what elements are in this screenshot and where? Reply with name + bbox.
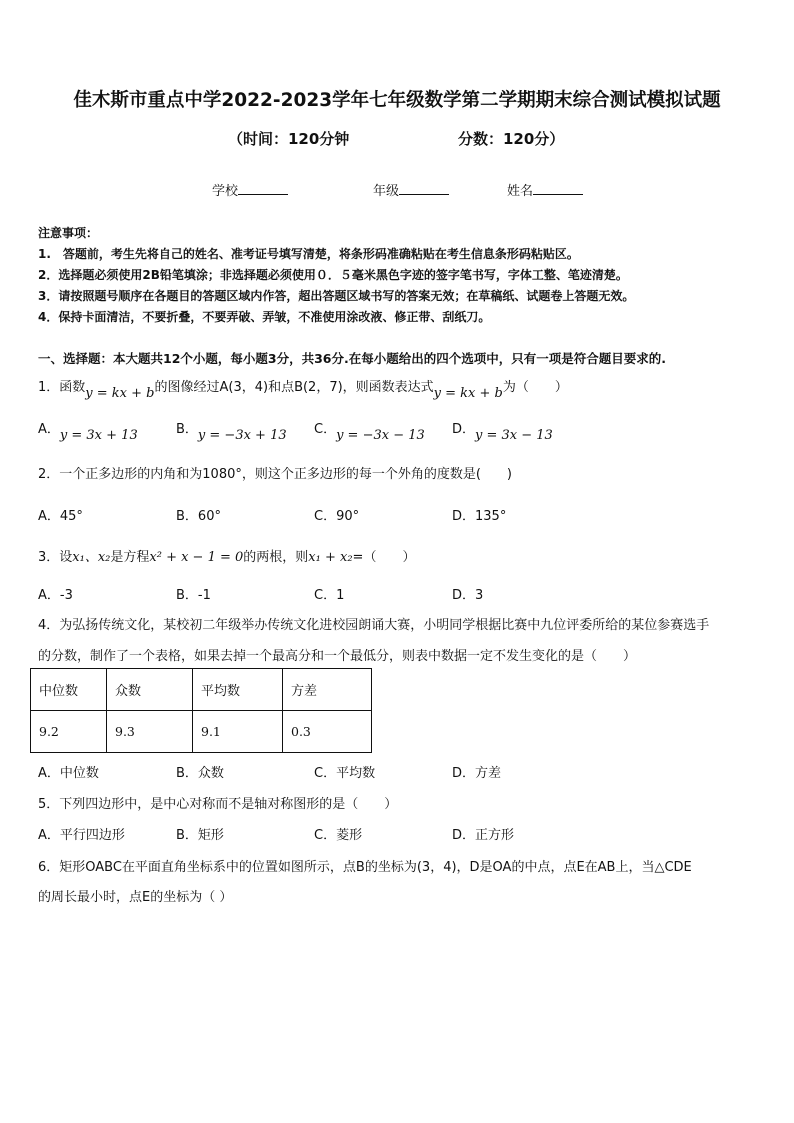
q2-option-c[interactable]: C．90° xyxy=(314,509,360,524)
q4-option-b[interactable]: B．众数 xyxy=(176,766,224,781)
q3-text-2: 的两根，则 xyxy=(243,550,309,565)
school-blank[interactable] xyxy=(238,182,288,195)
option-expr: y = −3x + 13 xyxy=(197,428,287,443)
q1-option-d[interactable] xyxy=(452,418,553,443)
option-expr: y = 3x − 13 xyxy=(475,428,553,443)
table-header-cell: 平均数 xyxy=(193,669,283,711)
q3-vars: x₁、x₂ xyxy=(72,550,111,565)
q3-option-a[interactable]: A．-3 xyxy=(38,588,73,603)
q1-tail: 为（ ） xyxy=(502,380,568,395)
option-label: B． xyxy=(176,422,198,437)
table-row xyxy=(31,711,372,753)
q4-option-c[interactable]: C．平均数 xyxy=(314,766,376,781)
q4-option-a[interactable]: A．中位数 xyxy=(38,766,99,781)
grade-field[interactable] xyxy=(373,180,449,199)
q5-option-d[interactable]: D．正方形 xyxy=(452,828,515,843)
question-6-line-1: 6．矩形OABC在平面直角坐标系中的位置如图所示，点B的坐标为(3，4)，D是OA的中点，点E在AB上，当△CDE xyxy=(38,860,692,875)
option-label: A． xyxy=(38,422,60,437)
q3-sum: x₁ + x₂ xyxy=(308,550,353,565)
question-1 xyxy=(38,376,568,401)
q3-text: 是方程 xyxy=(110,550,150,565)
note-item: 3．请按照题号顺序在各题目的答题区域内作答，超出答题区域书写的答案无效；在草稿纸、试题卷上答题无效。 xyxy=(38,289,635,303)
q3-equation: x² + x − 1 = 0 xyxy=(149,550,244,565)
table-header-cell: 方差 xyxy=(283,669,372,711)
section-heading: 一、选择题：本大题共12个小题，每小题3分，共36分.在每小题给出的四个选项中，只有一项是符合题目要求的. xyxy=(38,351,666,366)
school-label: 学校 xyxy=(212,184,239,199)
question-4-line-1: 4．为弘扬传统文化，某校初二年级举办传统文化进校园朗诵大赛，小明同学根据比赛中九位评委所给的某位参赛选手 xyxy=(38,618,710,633)
q4-option-d[interactable]: D．方差 xyxy=(452,766,502,781)
q5-option-c[interactable]: C．菱形 xyxy=(314,828,363,843)
name-field[interactable] xyxy=(507,180,583,199)
note-item: 1. 答题前，考生先将自己的姓名、准考证号填写清楚，将条形码准确粘贴在考生信息条形码粘贴区。 xyxy=(38,247,579,261)
question-4-line-2: 的分数，制作了一个表格，如果去掉一个最高分和一个最低分，则表中数据一定不发生变化的是（ ） xyxy=(38,649,637,664)
q1-function-expr-2: y = kx + b xyxy=(433,386,503,401)
q3-prefix: 3．设 xyxy=(38,550,73,565)
q1-text: 的图像经过A(3，4)和点B(2，7)，则函数表达式 xyxy=(154,380,434,395)
stats-table xyxy=(30,668,372,753)
grade-label: 年级 xyxy=(373,184,400,199)
option-label: C． xyxy=(314,422,337,437)
q1-number: 1．函数 xyxy=(38,380,86,395)
school-field[interactable] xyxy=(212,180,288,199)
table-cell: 9.3 xyxy=(107,711,193,753)
page-title: 佳木斯市重点中学2022-2023学年七年级数学第二学期期末综合测试模拟试题 xyxy=(73,90,721,111)
note-item: 4．保持卡面清洁，不要折叠，不要弄破、弄皱，不准使用涂改液、修正带、刮纸刀。 xyxy=(38,310,491,324)
q1-option-a[interactable] xyxy=(38,418,138,443)
option-label: D． xyxy=(452,422,476,437)
table-cell: 0.3 xyxy=(283,711,372,753)
table-cell: 9.1 xyxy=(193,711,283,753)
note-item: 2．选择题必须使用2B铅笔填涂；非选择题必须使用０．５毫米黑色字迹的签字笔书写，字体工整、笔迹清楚。 xyxy=(38,268,628,282)
q3-option-b[interactable]: B．-1 xyxy=(176,588,211,603)
q1-option-c[interactable] xyxy=(314,418,425,443)
option-expr: y = 3x + 13 xyxy=(59,428,138,443)
table-cell: 9.2 xyxy=(31,711,107,753)
q3-tail: =（ ） xyxy=(352,550,416,565)
option-expr: y = −3x − 13 xyxy=(336,428,425,443)
question-3 xyxy=(38,546,415,565)
q2-option-a[interactable]: A．45° xyxy=(38,509,83,524)
grade-blank[interactable] xyxy=(399,182,449,195)
q1-function-expr: y = kx + b xyxy=(85,386,155,401)
table-header-row xyxy=(31,669,372,711)
q5-option-b[interactable]: B．矩形 xyxy=(176,828,224,843)
q5-option-a[interactable]: A．平行四边形 xyxy=(38,828,125,843)
name-label: 姓名 xyxy=(507,184,534,199)
exam-time: （时间：120分钟 xyxy=(228,130,350,148)
question-6-line-2: 的周长最小时，点E的坐标为（ ） xyxy=(38,890,233,905)
q3-option-c[interactable]: C．1 xyxy=(314,588,345,603)
q2-option-d[interactable]: D．135° xyxy=(452,509,507,524)
q3-option-d[interactable]: D．3 xyxy=(452,588,484,603)
name-blank[interactable] xyxy=(533,182,583,195)
table-header-cell: 众数 xyxy=(107,669,193,711)
q1-option-b[interactable] xyxy=(176,418,287,443)
table-header-cell: 中位数 xyxy=(31,669,107,711)
question-2: 2．一个正多边形的内角和为1080°，则这个正多边形的每一个外角的度数是( ) xyxy=(38,467,512,482)
notes-heading: 注意事项： xyxy=(38,226,99,240)
exam-score: 分数：120分） xyxy=(458,130,565,148)
q2-option-b[interactable]: B．60° xyxy=(176,509,221,524)
question-5: 5．下列四边形中，是中心对称而不是轴对称图形的是（ ） xyxy=(38,797,398,812)
